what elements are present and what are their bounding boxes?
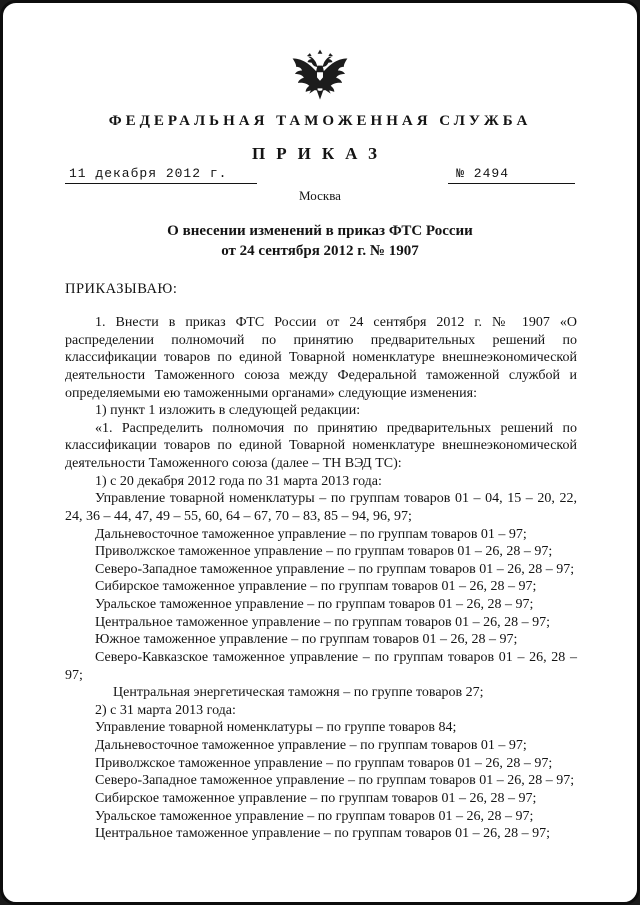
paragraph-item: Управление товарной номенклатуры – по группе товаров 84;: [95, 720, 457, 736]
paragraph-item: Южное таможенное управление – по группам товаров 01 – 26, 28 – 97;: [95, 632, 518, 648]
doc-city: Москва: [299, 188, 341, 203]
paragraph-item: Северо-Западное таможенное управление – по группам товаров 01 – 26, 28 – 97;: [95, 561, 575, 577]
org-name: ФЕДЕРАЛЬНАЯ ТАМОЖЕННАЯ СЛУЖБА: [108, 113, 532, 129]
paragraph-item: Центральное таможенное управление – по группам товаров 01 – 26, 28 – 97;: [95, 826, 550, 842]
doc-title-line-1: О внесении изменений в приказ ФТС России: [167, 223, 473, 239]
doc-body: [3, 314, 637, 843]
paragraph-item: Уральское таможенное управление – по группам товаров 01 – 26, 28 – 97;: [95, 597, 534, 612]
paragraph-item: Уральское таможенное управление – по группам товаров 01 – 26, 28 – 97;: [95, 808, 534, 824]
doc-type-heading: ПРИКАЗ: [252, 144, 388, 163]
paragraph-item: Сибирское таможенное управление – по группам товаров 01 – 26, 28 – 97;: [95, 579, 537, 595]
double-headed-eagle-icon: [290, 49, 350, 105]
paragraph-item: Северо-Кавказское таможенное управление – по группам товаров 01 – 26, 28 – 97;: [65, 649, 577, 683]
paragraph-item: 1) пункт 1 изложить в следующей редакции:: [95, 403, 361, 419]
paragraph-item: «1. Распределить полномочия по принятию предварительных решений по классификации товаров по единой Товарной номенклатуре внешнеэкономической деятельности Таможенного союза (далее – ТН ВЭД ТС):: [65, 420, 577, 471]
paragraph-item: 1) с 20 декабря 2012 года по 31 марта 2013 года:: [95, 473, 382, 489]
doc-title: [3, 222, 637, 261]
date-number-row: [3, 166, 637, 184]
order-lead: ПРИКАЗЫВАЮ:: [65, 281, 178, 297]
paragraph-item: Приволжское таможенное управление – по группам товаров 01 – 26, 28 – 97;: [95, 755, 553, 771]
paragraph-intro: 1. Внести в приказ ФТС России от 24 сентября 2012 г. № 1907 «О распределении полномочий по принятию предварительных решений по классификации товаров по единой Товарной номенклатуре внешнеэкономической деятельности Таможенного союза между Федеральной таможенной службой и определяемыми ею таможенными органами» следующие изменения:: [65, 315, 577, 401]
paragraph-item: Дальневосточное таможенное управление – по группам товаров 01 – 97;: [95, 526, 527, 542]
russia-coat-of-arms-emblem: [290, 49, 350, 105]
paragraph-item: Приволжское таможенное управление – по группам товаров 01 – 26, 28 – 97;: [95, 544, 553, 560]
paragraph-item: Северо-Западное таможенное управление – по группам товаров 01 – 26, 28 – 97;: [95, 773, 575, 789]
doc-date: 11 декабря 2012 г.: [65, 166, 257, 184]
paragraph-item: 2) с 31 марта 2013 года:: [95, 702, 236, 718]
doc-number: № 2494: [448, 166, 575, 184]
paragraph-item: Центральное таможенное управление – по группам товаров 01 – 26, 28 – 97;: [95, 614, 550, 630]
paragraph-item: Управление товарной номенклатуры – по группам товаров 01 – 04, 15 – 20, 22, 24, 36 – 44, 47, 49 – 55, 60, 64 – 67, 70 – 83, 85 – 94, 96, 97;: [65, 491, 577, 524]
paragraph-item: Центральная энергетическая таможня – по группе товаров 27;: [113, 685, 484, 701]
paragraph-item: Дальневосточное таможенное управление – по группам товаров 01 – 97;: [95, 738, 527, 753]
paragraph-item: Сибирское таможенное управление – по группам товаров 01 – 26, 28 – 97;: [95, 790, 537, 806]
doc-title-line-2: от 24 сентября 2012 г. № 1907: [221, 242, 419, 259]
